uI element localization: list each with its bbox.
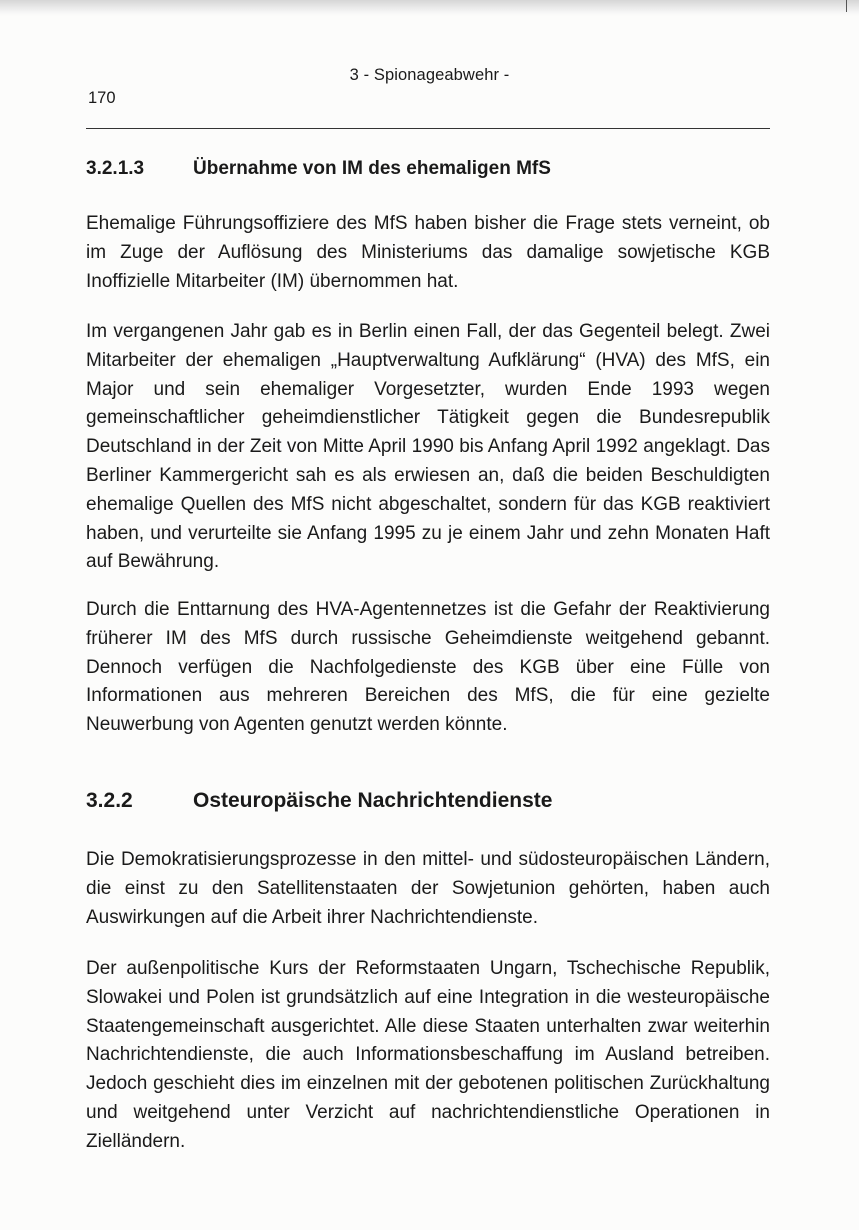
section-heading-3-2-1-3 [86,158,551,180]
section-title: Osteuropäische Nachrichtendienste [193,789,553,812]
page-number: 170 [88,89,116,107]
paragraph: Der außenpolitische Kurs der Reformstaaten Ungarn, Tschechische Republik, Slowakei und Polen ist grundsätzlich auf eine Integration in die westeuropäische Staatengemeinschaft ausgerichtet. Alle diese Staaten unterhalten zwar weiterhin Nachrichtendienste, die auch Informationsbeschaffung im Ausland betreiben. Jedoch geschieht dies im einzelnen mit der gebotenen politischen Zurückhaltung und weitgehend unter Verzicht auf nachrichtendienstliche Operationen in Zielländern. [86,958,770,1152]
scan-edge-shadow [0,0,859,16]
scan-edge-mark [846,0,847,12]
section-title: Übernahme von IM des ehemaligen MfS [193,158,551,179]
running-header: 3 - Spionageabwehr - [349,66,510,84]
header-rule [86,128,770,129]
paragraph: Die Demokratisierungsprozesse in den mittel- und südosteuropäischen Ländern, die einst zu den Satellitenstaaten der Sowjetunion gehörten, haben auch Auswirkungen auf die Arbeit ihrer Nachrichtendienste. [86,849,770,928]
section-number: 3.2.2 [86,789,133,812]
section-heading-3-2-2 [86,789,552,813]
paragraph: Ehemalige Führungsoffiziere des MfS haben bisher die Frage stets verneint, ob im Zuge der Auflösung des Ministeriums das damalige sowjetische KGB Inoffizielle Mitarbeiter (IM) übernommen hat. [86,213,770,292]
section-number: 3.2.1.3 [86,158,145,179]
paragraph: Im vergangenen Jahr gab es in Berlin einen Fall, der das Gegenteil belegt. Zwei Mitarbeiter der ehemaligen „Hauptverwaltung Aufklärung“ (HVA) des MfS, ein Major und sein ehemaliger Vorgesetzter, wurden Ende 1993 wegen gemeinschaftlicher geheimdienstlicher Tätigkeit gegen die Bundesrepublik Deutschland in der Zeit von Mitte April 1990 bis Anfang April 1992 angeklagt. Das Berliner Kammergericht sah es als erwiesen an, daß die beiden Beschuldigten ehemalige Quellen des MfS nicht abgeschaltet, sondern für das KGB reaktiviert haben, und verurteilte sie Anfang 1995 zu je einem Jahr und zehn Monaten Haft auf Bewährung. [86,321,770,573]
paragraph: Durch die Enttarnung des HVA-Agentennetzes ist die Gefahr der Reaktivierung früherer IM des MfS durch russische Geheimdienste weitgehend gebannt. Dennoch verfügen die Nachfolgedienste des KGB über eine Fülle von Informationen aus mehreren Bereichen des MfS, die für eine gezielte Neuwerbung von Agenten genutzt werden könnte. [86,599,770,736]
